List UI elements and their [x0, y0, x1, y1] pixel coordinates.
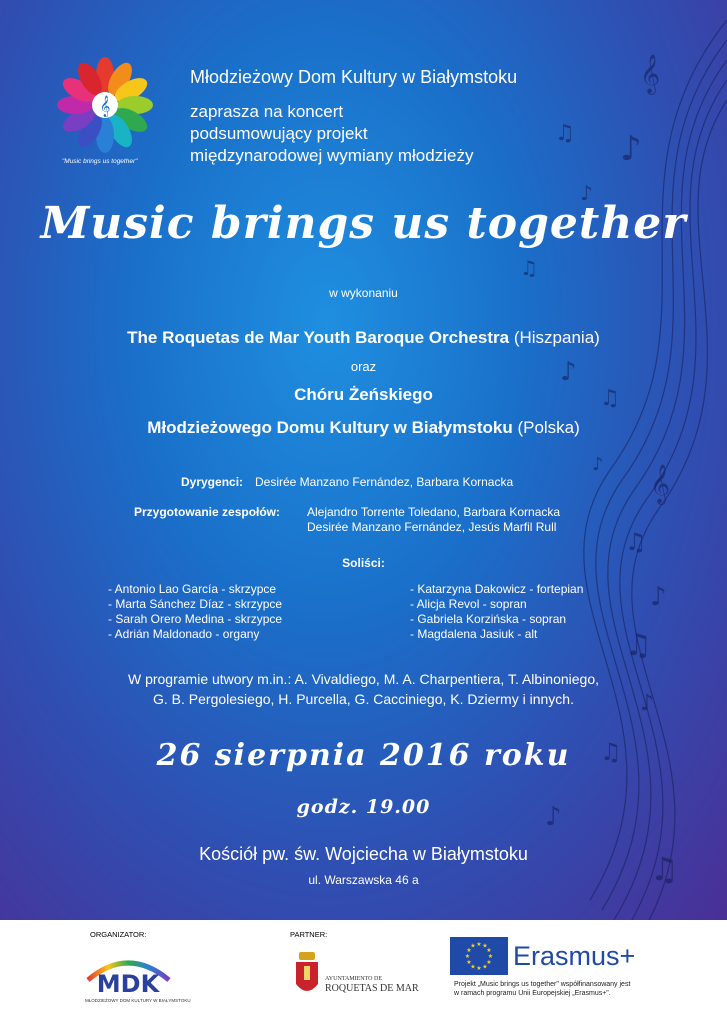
orchestra-line: [0, 328, 727, 348]
organization-name: Młodzieżowy Dom Kultury w Białymstoku: [190, 67, 518, 87]
svg-text:♪: ♪: [620, 129, 642, 169]
choir-country: (Polska): [517, 418, 580, 437]
partner-line-2: ROQUETAS DE MAR: [325, 983, 419, 994]
soloist: - Alicja Revol - sopran: [410, 597, 527, 611]
address: ul. Warszawska 46 a: [308, 873, 419, 887]
svg-text:♫: ♫: [650, 850, 679, 888]
concert-title: Music brings us together: [40, 198, 687, 249]
svg-text:𝄞: 𝄞: [99, 96, 111, 117]
program-line-1: W programie utwory m.in.: A. Vivaldiego, M. A. Charpentiera, T. Albinoniego,: [127, 671, 600, 687]
svg-text:♫: ♫: [555, 121, 575, 146]
svg-text:★: ★: [476, 941, 482, 948]
orchestra-country: (Hiszpania): [513, 328, 600, 347]
mdk-logo: [86, 950, 171, 996]
footer: [0, 920, 727, 1024]
soloist: - Marta Sánchez Díaz - skrzypce: [108, 597, 283, 611]
mdk-subtitle: MŁODZIEŻOWY DOM KULTURY W BIAŁYMSTOKU: [85, 998, 191, 1003]
eu-flag-icon: [450, 937, 508, 975]
soloist: - Magdalena Jasiuk - alt: [410, 627, 538, 641]
svg-text:★: ★: [486, 947, 492, 954]
invite-line-1: zaprasza na koncert: [190, 102, 344, 121]
soloist: - Antonio Lao García - skrzypce: [108, 582, 277, 596]
treble-clef-icon: 𝄞: [640, 54, 661, 94]
conductors-names: Desirée Manzano Fernández, Barbara Kornacka: [255, 475, 514, 489]
svg-text:★: ★: [486, 959, 492, 966]
choir-name: Młodzieżowego Domu Kultury w Białymstoku: [147, 418, 513, 437]
organizer-label: ORGANIZATOR:: [90, 930, 147, 939]
svg-text:★: ★: [466, 959, 472, 966]
svg-text:♪: ♪: [580, 181, 593, 205]
program-line-2: G. B. Pergolesiego, H. Purcella, G. Cacciniego, K. Dziermy i innych.: [153, 691, 574, 707]
svg-text:♪: ♪: [560, 357, 577, 387]
roquetas-crest-icon: [293, 950, 321, 1002]
svg-text:★: ★: [487, 953, 494, 960]
soloist: - Katarzyna Dakowicz - fortepian: [410, 582, 584, 596]
svg-text:♪: ♪: [650, 582, 667, 612]
erasmus-logo-text: Erasmus+: [513, 941, 636, 971]
svg-text:♫: ♫: [520, 256, 538, 280]
conductors-label: Dyrygenci:: [181, 475, 244, 489]
venue: Kościół pw. św. Wojciecha w Białymstoku: [199, 844, 528, 864]
soloists-right: [410, 582, 583, 642]
soloist: - Adrián Maldonado - organy: [108, 627, 260, 641]
soloists-label: Soliści:: [342, 556, 385, 570]
svg-text:♫: ♫: [625, 628, 652, 663]
concert-time: godz. 19.00: [296, 796, 431, 818]
treble-clef-icon: 𝄞: [650, 464, 671, 504]
eu-funding-note: Projekt „Music brings us together" współfinansowany jest w ramach programu Unii Europejskiej „Erasmus+".: [454, 981, 631, 997]
svg-text:♪: ♪: [640, 691, 655, 716]
choir-line-2: [0, 418, 727, 438]
svg-text:★: ★: [464, 953, 471, 960]
svg-text:★: ★: [470, 963, 476, 971]
svg-text:♪: ♪: [545, 802, 562, 832]
soloist: - Sarah Orero Medina - skrzypce: [108, 612, 283, 626]
partner-line-1: AYUNTAMIENTO DE: [325, 976, 383, 982]
svg-text:★: ★: [476, 965, 482, 972]
svg-text:♫: ♫: [625, 528, 647, 556]
performers-intro: w wykonaniu: [329, 286, 398, 300]
preparation-line-1: Alejandro Torrente Toledano, Barbara Kornacka: [307, 505, 561, 519]
svg-text:★: ★: [470, 942, 476, 950]
partner-label: PARTNER:: [290, 930, 328, 939]
preparation-line-2: Desirée Manzano Fernández, Jesús Marfil Rull: [307, 520, 557, 534]
preparation-label: Przygotowanie zespołów:: [134, 505, 281, 519]
orchestra-name: The Roquetas de Mar Youth Baroque Orchestra: [127, 328, 510, 347]
svg-text:MDK: MDK: [96, 970, 160, 996]
svg-text:★: ★: [482, 942, 488, 950]
svg-text:★: ★: [466, 947, 472, 954]
logo-caption: "Music brings us together": [62, 158, 138, 165]
concert-date: 26 sierpnia 2016 roku: [156, 738, 571, 773]
invite-line-3: międzynarodowej wymiany młodzieży: [190, 146, 474, 165]
svg-text:♫: ♫: [600, 386, 620, 411]
and-word: oraz: [350, 359, 377, 374]
choir-line-1: Chóru Żeńskiego: [294, 385, 433, 404]
svg-text:♫: ♫: [600, 738, 622, 766]
flower-logo: [55, 55, 155, 155]
soloists-left: [108, 582, 282, 642]
invite-line-2: podsumowujący projekt: [190, 124, 368, 143]
svg-text:♪: ♪: [592, 454, 604, 475]
soloist: - Gabriela Korzińska - sopran: [410, 612, 567, 626]
svg-text:★: ★: [482, 963, 488, 971]
